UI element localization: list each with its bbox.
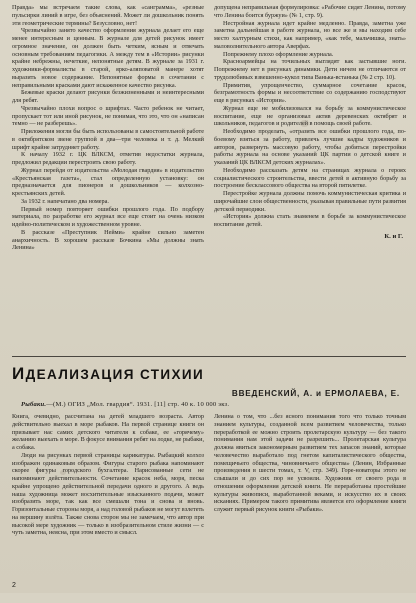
- upper-left-paragraph: Чрезвычайно занято качество оформления журнала делает его еще менее интересным и ценным. В журнале для детей рисунок имеет огромное значение, он должен быть четким, ясным и отвечать основным требованиям педагогики. А между тем в «Истории» рисунки крайне небрежны, нечеткие, непонятные детям. В журнале за 1931 г. художники-формалисты в старой, ярко-аляповатой манере хотят выразить новое содержание. Непонятные формы в сочетании с неправильными красками дают искаженное качество рисунка.: [12, 27, 204, 89]
- section-title: [12, 364, 406, 384]
- review-book-imprint: —(М.) ОГИЗ „Мол. гвардия“. 1931. [11] стр. 40 к. 10 000 экз.: [46, 401, 230, 408]
- page-number: 2: [12, 582, 16, 589]
- review-body: [12, 413, 406, 603]
- review-book-info: [12, 401, 406, 409]
- upper-left-paragraph: Приложения могли бы быть использованы в самостоятельной работе в октябрятском звене группой в два—три человека и т. д. Мелкий шрифт крайне затрудняет работу.: [12, 128, 204, 151]
- upper-right-paragraph: Красноармейцы на точильных выглядят как застывшие ноги. Попрежнему нет в рисунках динамики. Дети ничем не отличаются от трудолюбивых взвешенно-кукол типа Ванька-встанька (№ 2 стр. 10).: [214, 58, 406, 81]
- upper-right-paragraph: допущена неправильная формулировка: «Рабочие сидят Ленина, потому что Ленина боится буржуи» (№ 1, стр. 9).: [214, 4, 406, 19]
- upper-right-paragraph: Попрежнему плохо оформление журнала.: [223, 50, 334, 58]
- upper-left-paragraph: Правда» мы встречаем такие слова, как «санграмма», «резные пульсирки линий в игре, без объяснений. Может ли дошкольник понять эти геометрические термины? Безусловно, нет!: [12, 4, 204, 27]
- upper-left-paragraph: Первый номер повторяет ошибки прошлого года. По подбору материала, по разработке его журнал все еще стоит на очень низком идейно-политическом и художественном уровне.: [12, 205, 204, 228]
- upper-right-paragraph: Нестройная журнала идет крайне медленно. Правда, заметна уже заметна дальнейшая в работе журнала, но все же и мы находим себе место халтурным стихи, как например, «как тебе, мальчишка, знать» маловолнительного автора Аверфах.: [214, 19, 406, 50]
- review-book-title: Рыбаки.: [21, 401, 47, 408]
- upper-right-column: [214, 4, 406, 350]
- review-left-column: [12, 413, 204, 603]
- article-signature: К. и Г.: [384, 232, 403, 240]
- upper-right-paragraph: Журнал еще не мобилизовался на борьбу за коммунистическое воспитание, еще не организовал актив деревенских октябрят и школьников, педагогов и родителей в помощь своей работе.: [214, 104, 406, 128]
- upper-right-paragraph: «История» должна стать знаменем в борьбе за коммунистическое воспитание детей.: [214, 213, 406, 228]
- review-left-paragraph: Люди на рисунках первой страницы карикатуры. Рыбацкий колхоз изображен одинаковым образом. Фигуры старого рыбака напоминают скорее фигуры городского бухгалтера. Нарисованные сети не напоминают действительности. Сочетание красок неба, моря, песка крайне упрощено действительной передачи одного и другого. А ведь наша художница может восхитительные изысканного подачи, может изобразить море, так как все смешали тона и снова и вновь. Горизонтальные стороны моря, а над головой рыбаков не могут взлететь на вершину взлёта. Также снова сторон мы не замечаем, что автор при высокой мере художник — только в изобразительном стиле жизни — с чуть заметна, неясна, при этом вместо и смысл.: [12, 451, 204, 537]
- review-right-paragraph: Ленина о том, что ...без ясного понимания того что только точным знанием культуры, созданной всем развитием человечества, только переработкой ее можно строить пролетарскую культуру — без такого понимания нам этой задачи не разрешить... Пролетарская культура должна явиться закономерным развитием тех запасов знаний, которые человечество выработало под гнетом капиталистического общества, помещичьего общества, чиновничьего общества» (Ленин, Избранные произведения в шести томах, т. V, стр. 349). Горе-новаторы этого не слышали и до сих пор не усвоили. Художник от своего рода в отношении оформления детской книги. Не переработаны простейшие культуры живописи, выработанной веками, и искусство их в своих исканиях. Примером такого примитива является его оформление книги служит первый рисунок книги «Рыбаки».: [214, 413, 406, 513]
- upper-right-paragraph: Необходимо рассказать детям на страницах журнала о героях социалистического строительства, ввести детей в активную борьбу за построение бесклассового общества на второй пятилетке.: [214, 166, 406, 190]
- review-left-paragraph: Книга, очевидно, рассчитана на детей младшего возраста. Автор действительно выехал в море рыбаков. На первой странице книги он призывает нас самих детского читателя к собаке, ее «горячему» желанию выехать в море. В фокусе внимания ребят на лодке, не рыбаки, а собака.: [12, 413, 204, 451]
- upper-right-paragraph: Примитив, упрощенчество, суммарное сочетание красок, безграмотность формы и несоответствие со содержанию господствуют еще в рисунках «Истории».: [214, 81, 406, 104]
- upper-left-paragraph: К началу 1932 г. ЦК ВЛКСМ, отметив недостатки журнала, предложил редакции перестроить свою работу.: [12, 151, 204, 166]
- upper-left-paragraph: За 1932 г. напечатано два номера.: [21, 197, 109, 205]
- upper-left-paragraph: Журнал перейдя от издательства «Молодая гвардия» в издательство «Крестьянская газета», стал определенную установку: он предназначается для пионеров и дошкольников — колхозно-крестьянских детей.: [12, 166, 204, 197]
- upper-left-paragraph: Бежевые краски делают рисунки безжизненными и неинтересными для ребят.: [12, 89, 204, 104]
- section-title-text: ДЕАЛИЗАЦИЯ СТИХИИ: [25, 367, 205, 382]
- review-right-column: [214, 413, 406, 603]
- section-title-initial: И: [12, 364, 26, 383]
- upper-right-paragraph: Необходимо проделать, «отразить все ошибки прошлого года, по-боевому взяться за работу, привлечь лучшие кадры художников и авторов, развернуть массовую работу, чтобы добиться перестройки работы журнала на основе указаний ЦК партии о детской книге и указаний ЦК ВЛКСМ детских журналах».: [214, 128, 406, 166]
- upper-right-paragraph: Перестройке журнала должны помочь коммунистическая критика и широчайшие слои общественности, указывая правильные пути развития детской периодики.: [214, 190, 406, 213]
- upper-left-paragraph: В рассказе «Преступник Нейми» крайне сильно заметен анархичность. В хорошем рассказе Бочкина «Мы должны знать Ленина»: [12, 228, 204, 252]
- upper-left-column: [12, 4, 204, 350]
- review-authors: ВВЕДЕНСКИЙ, А. и ЕРМОЛАЕВА, Е.: [231, 389, 400, 398]
- section-divider: [12, 356, 406, 357]
- upper-article: [12, 4, 406, 350]
- upper-left-paragraph: Чрезвычайно плохи вопрос о шрифтах. Часто ребенок не читает, пропускает тот или иной рисунок, не понимая, что это, что он «написан темно — не разберешь».: [12, 104, 204, 128]
